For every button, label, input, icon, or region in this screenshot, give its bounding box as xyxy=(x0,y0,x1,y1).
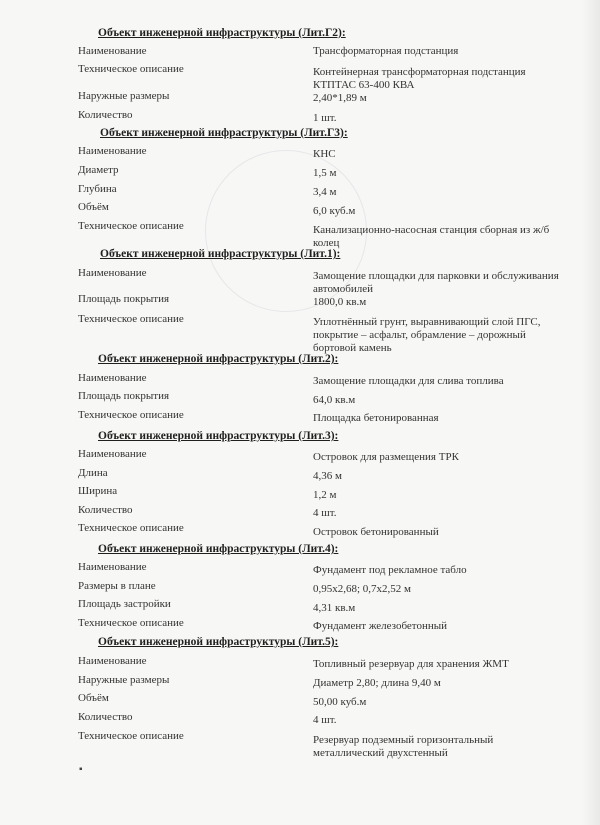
row-label: Наименование xyxy=(78,267,147,279)
row-label: Глубина xyxy=(78,183,117,195)
row-label: Техническое описание xyxy=(78,522,184,534)
row-value: 3,4 м xyxy=(313,186,337,198)
row-value: Контейнерная трансформаторная подстанция КТПТАС 63-400 КВА xyxy=(313,66,526,91)
row-label: Количество xyxy=(78,109,133,121)
row-label: Техническое описание xyxy=(78,220,184,232)
row-label: Наименование xyxy=(78,145,147,157)
row-label: Длина xyxy=(78,467,108,479)
row-value: Фундамент под рекламное табло xyxy=(313,564,467,576)
row-label: Площадь покрытия xyxy=(78,390,170,402)
row-label: Наименование xyxy=(78,561,147,573)
row-label: Наименование xyxy=(78,45,147,57)
row-label: Количество xyxy=(78,504,133,516)
row-label: Наименование xyxy=(78,372,147,384)
scan-mark: ▪ xyxy=(79,764,83,775)
section-heading-lit-g2: Объект инженерной инфраструктуры (Лит.Г2): xyxy=(98,27,346,39)
row-label: Размеры в плане xyxy=(78,580,156,592)
row-value: Фундамент железобетонный xyxy=(313,620,448,632)
row-value: Площадка бетонированная xyxy=(313,412,439,424)
row-value: 4,31 кв.м xyxy=(313,602,356,614)
row-value: Диаметр 2,80; длина 9,40 м xyxy=(313,677,441,689)
section-heading-lit-3: Объект инженерной инфраструктуры (Лит.3): xyxy=(98,430,339,442)
row-value: 64,0 кв.м xyxy=(313,394,356,406)
row-value: Топливный резервуар для хранения ЖМТ xyxy=(313,658,509,670)
row-value: Трансформаторная подстанция xyxy=(313,45,459,57)
row-value: Канализационно-насосная станция сборная из ж/б колец xyxy=(313,224,550,249)
row-value: 4 шт. xyxy=(313,507,337,519)
row-value: 4,36 м xyxy=(313,470,342,482)
row-label: Наружные размеры xyxy=(78,674,170,686)
row-value: Островок для размещения ТРК xyxy=(313,451,459,463)
row-value: Замощение площадки для парковки и обслуживания автомобилей xyxy=(313,270,559,295)
row-label: Техническое описание xyxy=(78,617,184,629)
row-value: 1,2 м xyxy=(313,489,337,501)
row-value: Резервуар подземный горизонтальный металлический двухстенный xyxy=(313,734,494,759)
row-value: Замощение площадки для слива топлива xyxy=(313,375,504,387)
row-label: Наружные размеры xyxy=(78,90,170,102)
row-label: Техническое описание xyxy=(78,63,184,75)
row-label: Объём xyxy=(78,201,109,213)
row-label: Количество xyxy=(78,711,133,723)
section-heading-lit-1: Объект инженерной инфраструктуры (Лит.1): xyxy=(100,248,341,260)
section-heading-lit-5: Объект инженерной инфраструктуры (Лит.5): xyxy=(98,636,339,648)
row-label: Площадь застройки xyxy=(78,598,171,610)
row-value: 4 шт. xyxy=(313,714,337,726)
row-label: Диаметр xyxy=(78,164,119,176)
row-label: Техническое описание xyxy=(78,409,184,421)
row-value: Уплотнённый грунт, выравнивающий слой ПГС, покрытие – асфальт, обрамление – дорожный бортовой камень xyxy=(313,316,541,354)
scan-edge-shadow xyxy=(582,0,600,825)
row-value: 2,40*1,89 м xyxy=(313,92,367,104)
row-value: 50,00 куб.м xyxy=(313,696,367,708)
row-label: Техническое описание xyxy=(78,730,184,742)
row-value: 1,5 м xyxy=(313,167,337,179)
row-label: Наименование xyxy=(78,655,147,667)
row-value: 0,95х2,68; 0,7х2,52 м xyxy=(313,583,412,595)
row-value: 1 шт. xyxy=(313,112,337,124)
row-label: Площадь покрытия xyxy=(78,293,170,305)
row-value: КНС xyxy=(313,148,336,160)
row-label: Наименование xyxy=(78,448,147,460)
row-label: Объём xyxy=(78,692,109,704)
row-value: 6,0 куб.м xyxy=(313,205,356,217)
section-heading-lit-g3: Объект инженерной инфраструктуры (Лит.Г3): xyxy=(100,127,348,139)
row-label: Ширина xyxy=(78,485,118,497)
section-heading-lit-2: Объект инженерной инфраструктуры (Лит.2): xyxy=(98,353,339,365)
section-heading-lit-4: Объект инженерной инфраструктуры (Лит.4): xyxy=(98,543,339,555)
row-value: 1800,0 кв.м xyxy=(313,296,367,308)
row-value: Островок бетонированный xyxy=(313,526,439,538)
row-label: Техническое описание xyxy=(78,313,184,325)
